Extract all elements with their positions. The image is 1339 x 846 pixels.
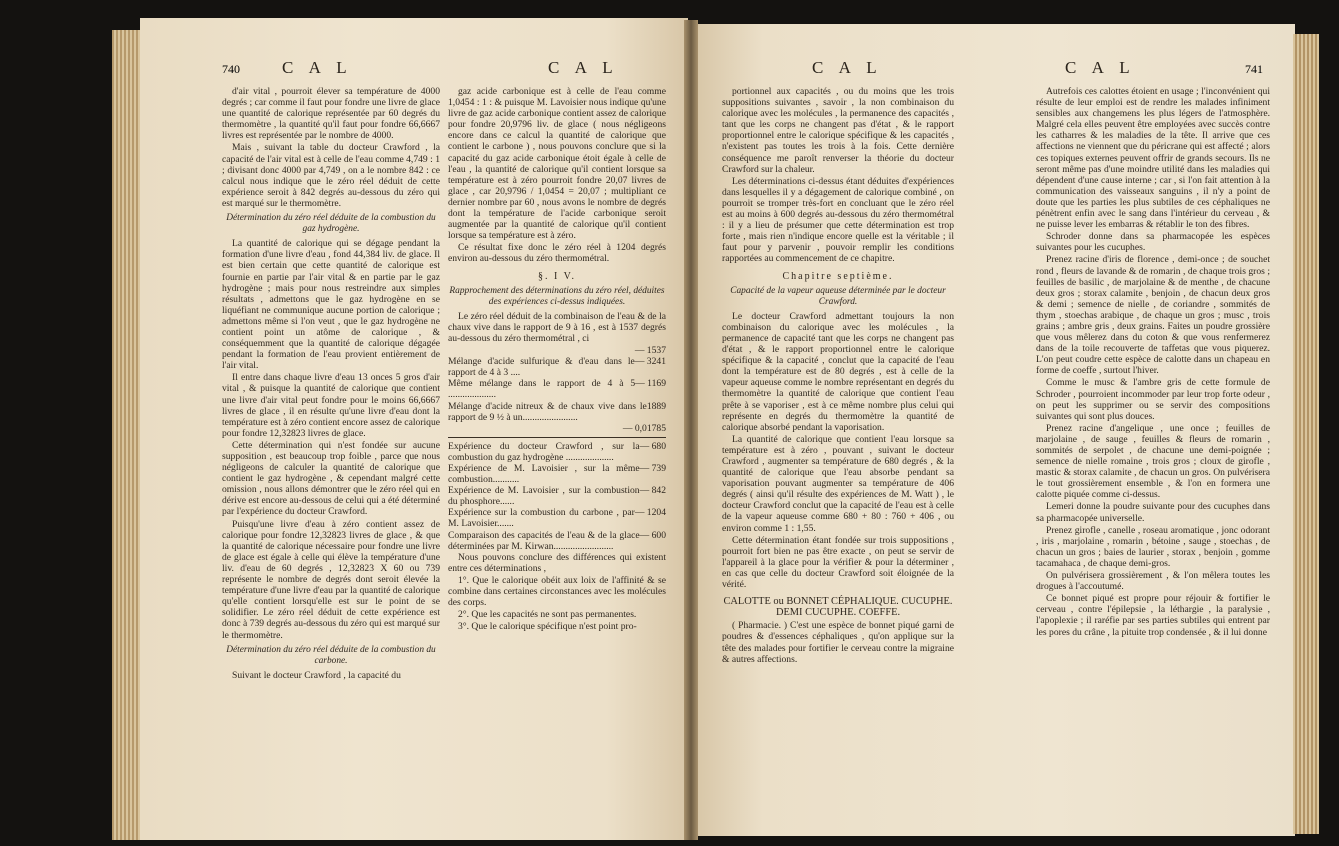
table-label: Expérience de M. Lavoisier , sur la combustion du phosphore......: [448, 485, 640, 508]
table-total-row: [448, 423, 666, 434]
page-number-right: 741: [1245, 62, 1263, 76]
table-label: Mélange d'acide nitreux & de chaux vive dans le rapport de 9 ½ à un.......................: [448, 400, 647, 423]
table-value: — 1537: [634, 345, 666, 357]
table-label: Comparaison des capacités de l'eau & de la glace déterminées par M. Kirwan.........................: [448, 529, 640, 552]
paragraph: Le docteur Crawford admettant toujours la non combinaison du calorique avec les molécules , la permanence de capacité tant que les corps ne changent pas d'état , & le rapport proportionnel entre le calorique spécifique & la capacité , conclut que la capacité de l'eau dont la température est de 80 degrés , est à celle de la vapeur aqueuse comme le nombre représentant en degrés du thermomètre la quantité de calorique que contient l'eau prête à se vaporiser , est à ce même nombre plus celui qui représente en degrés du thermomètre la quantité de calorique absorbé pendant la vaporisation.: [722, 310, 954, 433]
paragraph: Suivant le docteur Crawford , la capacité du: [232, 669, 401, 681]
paragraph: Il entre dans chaque livre d'eau 13 onces 5 gros d'air vital , & puisque la quantité de calorique que contient une livre d'air vital peut fondre pour le moins 66,6667 livres de glace , il en résulte qu'une livre d'eau dont la température est à zéro contient encore assez de calorique pour fondre 12,32823 livres de glace.: [222, 372, 440, 439]
table-row: [448, 463, 666, 485]
section-heading: Détermination du zéro réel déduite de la combustion du gaz hydrogène.: [226, 213, 436, 235]
paragraph: 3°. Que le calorique spécifique n'est point pro-: [458, 621, 637, 633]
table-row: [448, 530, 666, 552]
table-value: — 739: [639, 463, 666, 474]
table-label: Mélange d'acide sulfurique & d'eau dans le rapport de 4 à 3 ....: [448, 356, 635, 379]
paragraph: portionnel aux capacités , ou du moins que les trois suppositions suivantes , savoir , la non combinaison du calorique avec les molécules , la permanence des capacités , tant que les corps ne changent pas d'état , & le rapport proportionnel entre le calorique spécifique & les capacités , n'existent pas toutes les trois à la fois. Cette dernière conséquence me paroît renverser la théorie du docteur Crawford sur la chaleur.: [722, 86, 954, 175]
paragraph: 1°. Que le calorique obéit aux loix de l'affinité & se combine dans certaines circonstances avec les molécules des corps.: [448, 574, 666, 609]
section-number: §. I V.: [537, 270, 577, 282]
table-row: [448, 485, 666, 507]
paragraph: Prenez racine d'angelique , une once ; feuilles de marjolaine , de sauge , feuilles & fleurs de romarin , sommités de serpolet , de chacune une demi-poignée ; semence de nielle romaine , trois gros ; cloux de girofle , mastic & storax calamite , de chacun un gros. On pulvérisera le tout grossièrement ensemble , & l'on en formera une calotte piquée comme ci-dessus.: [1036, 422, 1270, 501]
paragraph: Ce résultat fixe donc le zéro réel à 1204 degrés environ au-dessous du zéro thermométral.: [448, 242, 666, 265]
paragraph: Nous pouvons conclure des différences qui existent entre ces déterminations ,: [448, 551, 666, 574]
table-label: Expérience de M. Lavoisier , sur la même combustion...........: [448, 463, 640, 486]
book-gutter: [684, 20, 698, 840]
paragraph: Schroder donne dans sa pharmacopée les espèces suivantes pour les cucuphes.: [1036, 231, 1270, 254]
table-row: [448, 441, 666, 463]
section-heading: Détermination du zéro réel déduite de la combustion du carbone.: [226, 644, 436, 666]
paragraph: 2°. Que les capacités ne sont pas permanentes.: [458, 609, 637, 621]
paragraph: Prenez racine d'iris de florence , demi-once ; de souchet rond , fleurs de lavande & de romarin , de chaque trois gros ; feuilles de basilic , de marjolaine & de menthe , de chacune deux gros ; storax calamite , benjoin , de chacun deux gros & demi ; semence de nielle , de coriandre , sommités de thym , stoechas arabique , de chaque un gros ; musc , trois grains ; ambre gris , deux grains. Faites un poudre grossière que vous mêlerez dans du coton & que vous renfermerez dans de la toile recouverte de taffetas que vous piquerez. L'on peut coudre cette espèce de calotte dans un chapeau en forme de coeffe , surtout l'hiver.: [1036, 254, 1270, 377]
paragraph: Les déterminations ci-dessus étant déduites d'expériences dans lesquelles il y a dégagement de calorique combiné , on pourroit se tromper très-fort en concluant que le zéro réel est au moins à 600 degrés au-dessous du zéro thermométral : il y a lieu de présumer que cette détermination est trop forte , mais rien n'indique encore quelle est la véritable ; il faut pour y parvenir , pouvoir remplir les conditions rapportées au commencement de ce chapitre.: [722, 175, 954, 265]
entry-heading: CALOTTE ou BONNET CÉPHALIQUE. CUCUPHE. DEMI CUCUPHE. COEFFE.: [723, 596, 953, 619]
paragraph: Ce bonnet piqué est propre pour réjouir & fortifier le cerveau , contre l'épilepsie , la léthargie , la paralysie , l'apoplexie ; il raréfie par ses parties subtiles qui entrent par les pores du crâne , la pituite trop condensée , & il lui donne: [1036, 593, 1270, 638]
table-value: — 680: [639, 440, 666, 452]
table-value: — 3241: [634, 356, 666, 368]
column-1: [222, 86, 440, 682]
paragraph: Mais , suivant la table du docteur Crawford , la capacité de l'air vital est à celle de l'eau comme 4,749 : 1 ; divisant donc 4000 par 4,749 , on a le nombre 842 : ce calcul nous indique que le zéro réel déduit de cette expérience seroit à 842 degrés au-dessous du zéro qui est marqué sur le thermomètre.: [222, 142, 440, 209]
running-head-right-a: C A L: [812, 58, 883, 77]
table-value: — 600: [639, 529, 666, 541]
paragraph: Cette détermination étant fondée sur trois suppositions , pourroit fort bien ne pas être exacte , on peut se servir de l'appareil à la glace pour la vérifier & pour la déterminer , en cas que celle du docteur Crawford soit éloignée de la vérité.: [722, 534, 954, 591]
column-3: [722, 86, 954, 666]
chapter-heading: Chapitre septième.: [782, 270, 894, 282]
section-heading: Capacité de la vapeur aqueuse déterminée par le docteur Crawford.: [730, 285, 946, 307]
paragraph: On pulvérisera grossièrement , & l'on mêlera toutes les drogues à l'accoutumé.: [1036, 570, 1270, 593]
table-row: [448, 507, 666, 529]
running-head-left-b: C A L: [548, 58, 619, 77]
table-row: [448, 345, 666, 356]
running-head-left-a: C A L: [282, 58, 353, 77]
table-label: Même mélange dans le rapport de 4 à 5 ....................: [448, 378, 636, 401]
paragraph: Le zéro réel déduit de la combinaison de l'eau & de la chaux vive dans le rapport de 9 à 16 , est à 1537 degrés au-dessous du zéro thermométral , ci: [448, 310, 666, 344]
table-total: — 0,01785: [622, 422, 666, 434]
paragraph: ( Pharmacie. ) C'est une espèce de bonnet piqué garni de poudres & d'essences céphaliques , qu'on applique sur la tête des malades pour fortifier le cerveau contre la migraine & autres affections.: [722, 620, 954, 665]
divider: [448, 437, 666, 438]
paragraph: Lemeri donne la poudre suivante pour des cucuphes dans sa pharmacopée universelle.: [1036, 501, 1270, 524]
column-2: [448, 86, 666, 633]
table-value: — 842: [639, 485, 666, 497]
table-row: [448, 401, 666, 423]
running-head-right-b: C A L: [1065, 58, 1136, 77]
page-number-left: 740: [222, 62, 240, 76]
paragraph: Autrefois ces calottes étoient en usage ; l'inconvénient qui résulte de leur emploi est de rendre les malades infiniment sensibles aux changemens les plus légers de l'atmosphère. Malgré cela elles peuvent être employées avec succès contre les catharres & les maladies de la tête. Il arrive que ces affections ne viennent que du péricrane qui est affecté ; alors ces topiques externes peuvent offrir de grands secours. Ils ne seront même pas d'une moindre utilité dans les maladies qui dépendent d'une cause interne ; car , si l'on fait attention à la communication des vaisseaux sanguins , il n'y a point de doute que les parties les plus subtiles de ces céphaliques ne pénètrent enfin avec le sang dans l'intérieur du cerveau , & ne puisse lever les embarras & rétablir le ton des fibres.: [1036, 86, 1270, 231]
paragraph: d'air vital , pourroit élever sa température de 4000 degrés ; car comme il faut pour fondre une livre de glace une quantité de calorique représentée par 60 degrés du thermomètre , la quantité qu'il faut pour fondre 66,6667 livres est représentée par le nombre de 4000.: [222, 86, 440, 142]
paragraph: gaz acide carbonique est à celle de l'eau comme 1,0454 : 1 : & puisque M. Lavoisier nous indique qu'une livre de gaz acide carbonique contient assez de calorique pour fondre 20,9796 liv. de glace ( nous négligeons encore dans ce calcul la quantité de calorique que contient le carbone ) , nous pouvons conclure que si la capacité du gaz acide carbonique étoit égale à celle de l'eau , la quantité de calorique qu'il contient lorsque sa température est à zéro pourroit fondre 20,07 livres de glace , car 20,9796 / 1,0454 = 20,07 ; multipliant ce dernier nombre par 60 , nous avons le nombre de degrés dont la température de l'acide carbonique seroit augmentée par la quantité de calorique qu'il contient lorsque sa température est à zéro.: [448, 86, 666, 242]
column-4: [1036, 86, 1270, 639]
table-value: — 1204: [634, 507, 666, 519]
table-value: — 1169: [635, 378, 666, 390]
right-page-edges: [1293, 34, 1319, 834]
table-label: Expérience du docteur Crawford , sur la combustion du gaz hydrogène ....................: [448, 440, 640, 463]
paragraph: Cette détermination qui n'est fondée sur aucune supposition , est beaucoup trop foible , parce que nous négligeons de calculer la quantité de calorique que contient le gaz hydrogène , & cependant malgré cette omission , nous allons démontrer que le zéro réel qui en dérive est encore au-dessous de celui qui a été déterminé par l'expérience du docteur Crawford.: [222, 439, 440, 518]
table-row: [448, 378, 666, 400]
paragraph: La quantité de calorique que contient l'eau lorsque sa température est à zéro , pouvant , suivant le docteur Crawford , augmenter sa température de 680 degrés , & la quantité de calorique que l'eau absorbe pendant sa vaporisation pouvant augmenter sa température de 406 degrés ( ainsi qu'il résulte des expériences de M. Watt ) , le docteur Crawford conclut que la capacité de l'eau est à celle de la vapeur aqueuse comme 680 + 80 : 760 + 406 , ou environ comme 1 : 1,55.: [722, 433, 954, 534]
table-label: Expérience sur la combustion du carbone , par M. Lavoisier.......: [448, 507, 635, 530]
table-value: 1889: [646, 400, 666, 412]
paragraph: Puisqu'une livre d'eau à zéro contient assez de calorique pour fondre 12,32823 livres de glace , & que la quantité de calorique nécessaire pour fondre une livre de glace est égale à celle qui élève la température d'une liv. d'eau de 60 degrés , 12,32823 X 60 ou 739 représente le nombre de degrés dont seroit élevée la température d'une livre d'eau par la quantité de calorique qu'elle contient lorsqu'elle est sur le point de se solidifier. Le zéro réel déduit de cette expérience est donc à 739 degrés au-dessous du zéro qui est marqué sur le thermomètre.: [222, 518, 440, 641]
paragraph: Comme le musc & l'ambre gris de cette formule de Schroder , pourroient incommoder par leur trop forte odeur , on peut les supprimer ou se servir des compositions suivantes qui sont plus douces.: [1036, 377, 1270, 422]
paragraph: Prenez girofle , canelle , roseau aromatique , jonc odorant , iris , marjolaine , romarin , bétoine , sauge , stoechas , de chacun un gros ; baies de laurier , storax , benjoin , gomme tacamahaca , de chaque demi-gros.: [1036, 524, 1270, 569]
table-row: [448, 356, 666, 378]
paragraph: La quantité de calorique qui se dégage pendant la formation d'une livre d'eau , fond 44,384 liv. de glace. Il est bien certain que cette quantité de calorique est fournie en partie par l'air vital & en partie par le gaz hydrogène ; mais pour nous restreindre aux simples résultats , admettons que le gaz hydrogène en se liquéfiant ne communique aucune portion de calorique ; admettons même si l'on veut , que le gaz hydrogène ne contient point un atôme de calorique , & conséquemment que la quantité de calorique dégagée pendant la formation de l'eau provient entièrement de l'air vital.: [222, 238, 440, 372]
section-heading: Rapprochement des déterminations du zéro réel, déduites des expériences ci-dessus indiquées.: [449, 285, 665, 307]
left-page-edges: [112, 30, 142, 840]
